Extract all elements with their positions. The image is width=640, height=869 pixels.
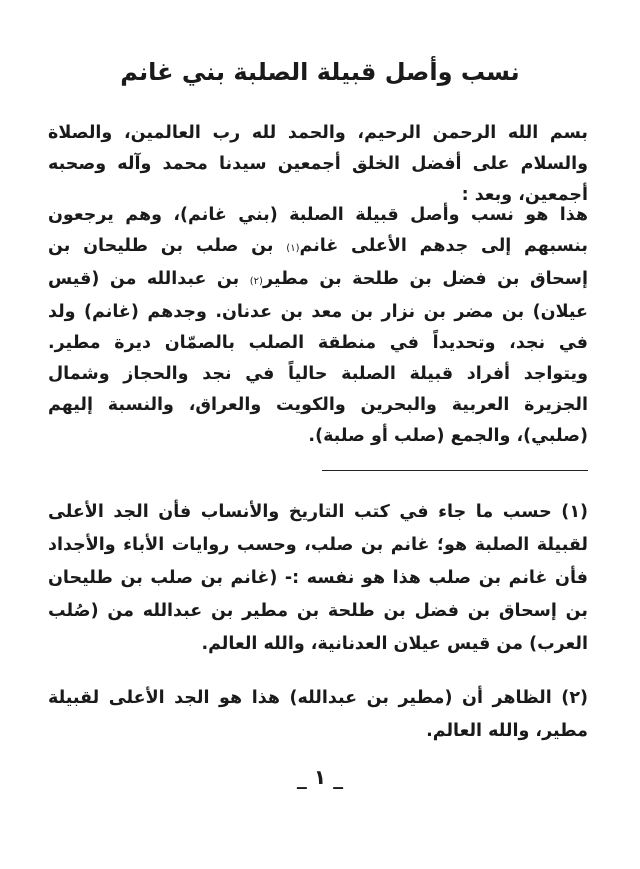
body-paragraph — [48, 200, 588, 452]
footnote-1: (١) حسب ما جاء في كتب التاريخ والأنساب فأن الجد الأعلى لقبيلة الصلبة هو؛ غانم بن صلب، وحسب روايات الأباء والأجداد فأن غانم بن صلب هذا هو نفسه :- (غانم بن صلب بن طليحان بن إسحاق بن فضل بن طلحة بن مطير بن عبدالله من (صُلب العرب) من قيس عيلان العدنانية، والله العالم. — [48, 502, 588, 654]
page-number: _ ١ _ — [296, 765, 344, 789]
footnote-divider — [322, 470, 588, 471]
body-text-part-3: بن عبدالله من (قيس عيلان) بن مضر بن نزار بن معد بن عدنان. وجدهم (غانم) ولد في نجد، وتحديداً في منطقة الصلب بالصمّان ديرة مطير. ويتواجد أفراد قبيلة الصلبة حالياً في نجد والحجاز وشمال الجزيرة العربية والبحرين والكويت والعراق، والنسبة إليهم (صلبي)، والجمع (صلب أو صلبة). — [48, 269, 588, 446]
footnote-ref-1: (١) — [286, 243, 300, 254]
body-text-part-2: بن صلب بن طليحان بن إسحاق بن فضل بن طلحة بن مطير — [48, 236, 588, 289]
page-title: نسب وأصل قبيلة الصلبة بني غانم — [120, 58, 520, 86]
body-text-part-1: هذا هو نسب وأصل قبيلة الصلبة (بني غانم)، وهم يرجعون بنسبهم إلى جدهم الأعلى غانم — [48, 205, 588, 256]
opening-paragraph: بسم الله الرحمن الرحيم، والحمد لله رب العالمين، والصلاة والسلام على أفضل الخلق أجمعين سيدنا محمد وآله وصحبه أجمعين، وبعد : — [48, 123, 588, 205]
footnote-ref-2: (٢) — [249, 276, 263, 287]
footnote-2: (٢) الظاهر أن (مطير بن عبدالله) هذا هو الجد الأعلى لقبيلة مطير، والله العالم. — [48, 688, 588, 741]
